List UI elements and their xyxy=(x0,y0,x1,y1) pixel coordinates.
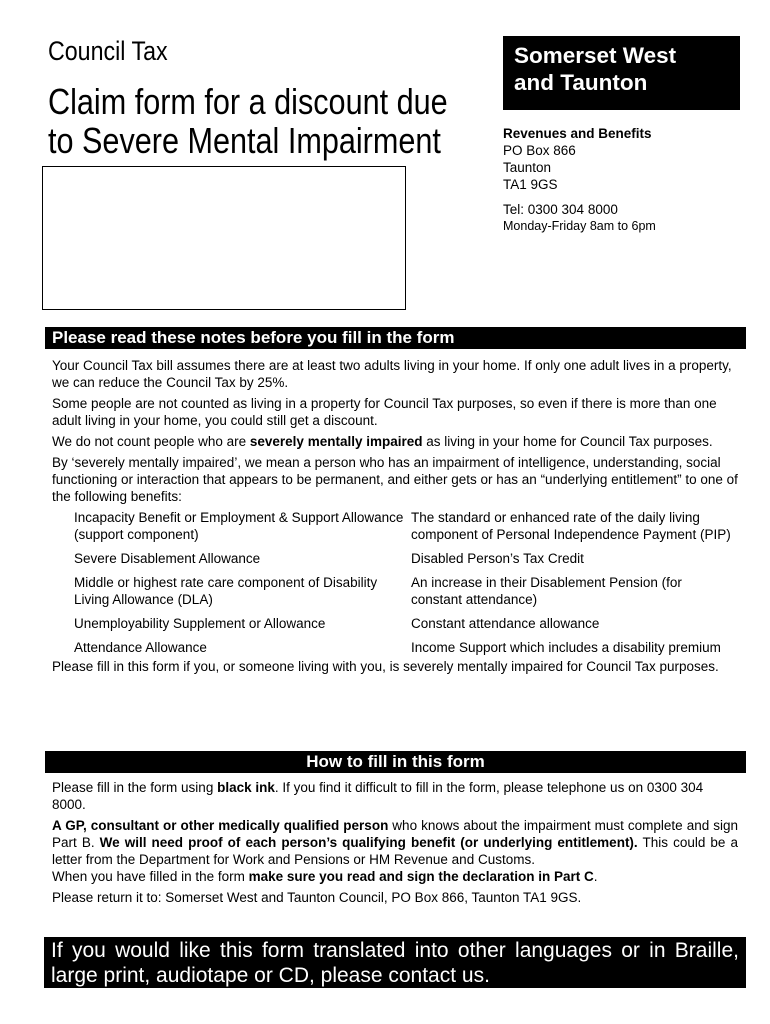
howto-section xyxy=(52,779,738,910)
form-title xyxy=(48,82,448,160)
benefit-item: Income Support which includes a disability premium xyxy=(411,640,721,655)
form-title-line1: Claim form for a discount due xyxy=(48,81,448,122)
contact-block xyxy=(503,125,656,235)
benefit-row xyxy=(74,509,742,543)
contact-town: Taunton xyxy=(503,160,552,175)
benefit-item: An increase in their Disablement Pension (for constant attendance) xyxy=(411,575,682,607)
logo-line1: Somerset West xyxy=(514,43,677,68)
contact-hours: Monday-Friday 8am to 6pm xyxy=(503,219,656,233)
contact-dept: Revenues and Benefits xyxy=(503,126,652,141)
contact-postcode: TA1 9GS xyxy=(503,177,558,192)
benefit-item: Incapacity Benefit or Employment & Support Allowance (support component) xyxy=(74,510,404,542)
howto-paragraph-1: Please fill in the form using black ink. If you find it difficult to fill in the form, please telephone us on 0300 304 8000. xyxy=(52,780,704,812)
notes-paragraph-2: Some people are not counted as living in a property for Council Tax purposes, so even if there is more than one adult living in your home, you could still get a discount. xyxy=(52,396,717,428)
benefit-row xyxy=(74,615,742,632)
council-logo xyxy=(503,36,740,110)
benefit-item: The standard or enhanced rate of the daily living component of Personal Independence Payment (PIP) xyxy=(411,510,731,542)
form-title-line2: to Severe Mental Impairment xyxy=(48,120,441,161)
benefit-row xyxy=(74,574,742,608)
logo-line2: and Taunton xyxy=(514,70,648,95)
address-box[interactable] xyxy=(42,166,406,310)
contact-po-box: PO Box 866 xyxy=(503,143,576,158)
howto-heading: How to fill in this form xyxy=(45,751,746,773)
benefit-item: Middle or highest rate care component of Disability Living Allowance (DLA) xyxy=(74,575,378,607)
howto-paragraph-2: A GP, consultant or other medically qualified person who knows about the impairment must complete and sign Part B. We will need proof of each person’s qualifying benefit (or underlying entitlement). This could be a letter from the Department for Work and Pensions or HM Revenue and Customs. xyxy=(52,818,739,867)
benefit-row xyxy=(74,639,742,656)
howto-paragraph-3: When you have filled in the form make sure you read and sign the declaration in Part C. xyxy=(52,869,598,884)
notes-paragraph-5: Please fill in this form if you, or someone living with you, is severely mentally impaired for Council Tax purposes. xyxy=(52,659,719,674)
notes-paragraph-3: We do not count people who are severely mentally impaired as living in your home for Council Tax purposes. xyxy=(52,434,713,449)
accessibility-notice: If you would like this form translated into other languages or in Braille, large print, audiotape or CD, please contact us. xyxy=(44,937,746,988)
contact-tel: Tel: 0300 304 8000 xyxy=(503,202,618,217)
form-subtitle: Council Tax xyxy=(48,36,168,66)
benefit-item: Severe Disablement Allowance xyxy=(74,551,261,566)
benefit-row xyxy=(74,550,742,567)
notes-paragraph-4: By ‘severely mentally impaired’, we mean a person who has an impairment of intelligence, understanding, social functioning or interaction that appears to be permanent, and either gets or has an “underlying entitlement” to one of the following benefits: xyxy=(52,455,738,504)
benefit-item: Disabled Person’s Tax Credit xyxy=(411,551,584,566)
benefits-table xyxy=(52,509,742,656)
benefit-item: Unemployability Supplement or Allowance xyxy=(74,616,326,631)
notes-paragraph-1: Your Council Tax bill assumes there are at least two adults living in your home. If only one adult lives in a property, we can reduce the Council Tax by 25%. xyxy=(52,358,732,390)
howto-paragraph-4: Please return it to: Somerset West and Taunton Council, PO Box 866, Taunton TA1 9GS. xyxy=(52,890,582,905)
notes-section xyxy=(52,357,742,679)
benefit-item: Attendance Allowance xyxy=(74,640,207,655)
notes-heading: Please read these notes before you fill in the form xyxy=(45,327,746,349)
benefit-item: Constant attendance allowance xyxy=(411,616,600,631)
